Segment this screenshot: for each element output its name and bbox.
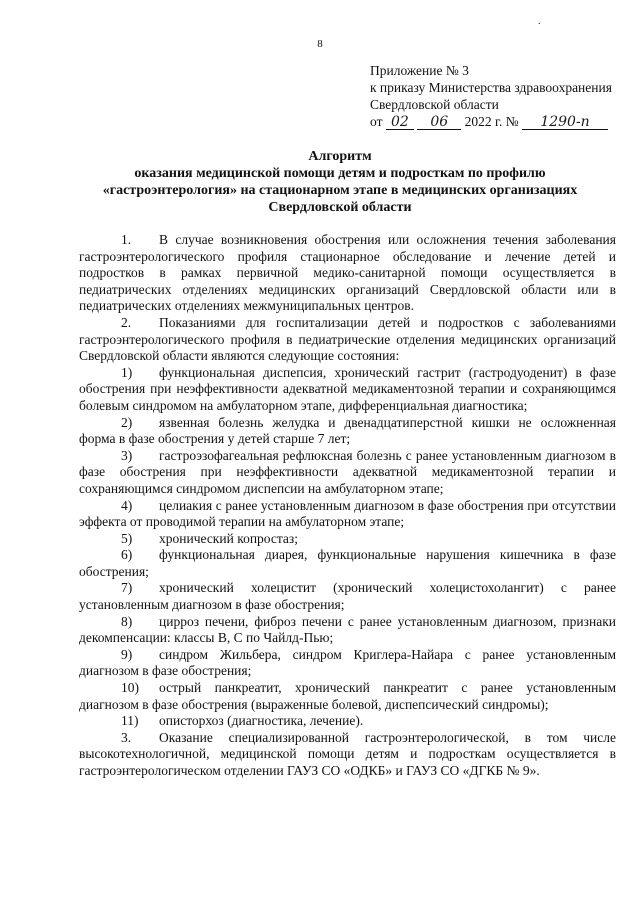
appendix-block	[370, 62, 632, 130]
title-heading: Алгоритм	[308, 149, 372, 164]
page-number: 8	[317, 38, 323, 50]
paragraph-number: 1.	[121, 232, 132, 247]
paragraph-number: 6)	[121, 547, 133, 563]
paragraph-text: хронический холецистит (хронический холецистохолангит) с ранее установленным диагнозом в фазе обострения;	[79, 580, 616, 613]
body-paragraph	[79, 730, 616, 780]
paragraph-number: 4)	[121, 497, 133, 513]
paragraph-text: описторхоз (диагностика, лечение).	[159, 713, 364, 729]
paragraph-text: Показаниями для госпитализации детей и подростков с заболеваниями гастроэнтерологического профиля в педиатрические отделения медицинских организаций Свердловской области являются следующие состояния:	[79, 314, 616, 364]
handwritten-day: 02	[386, 115, 414, 130]
appendix-order-ref: к приказу Министерства здравоохранения	[370, 80, 612, 95]
paragraph-number: 9)	[121, 646, 133, 662]
title-line-4: Свердловской области	[268, 200, 412, 215]
paragraph-number: 2)	[121, 414, 133, 430]
body-paragraph	[79, 315, 616, 365]
paragraph-text: острый панкреатит, хронический панкреатит с ранее установленным диагнозом в фазе обострения (выраженные болевой, диспепсический синдромы);	[79, 680, 616, 712]
appendix-title: Приложение № 3	[370, 63, 469, 78]
paragraph-number: 11)	[121, 713, 139, 729]
paragraph-number: 5)	[121, 530, 133, 546]
body-paragraph	[79, 498, 616, 531]
handwritten-order-number: 1290-п	[522, 115, 608, 130]
paragraph-text: язвенная болезнь желудка и двенадцатиперстной кишки не осложненная форма в фазе обострения у детей старше 7 лет;	[79, 414, 616, 447]
appendix-date-line	[370, 113, 632, 130]
paragraph-text: функциональная диарея, функциональные нарушения кишечника в фазе обострения;	[79, 547, 616, 579]
paragraph-number: 2.	[121, 314, 132, 330]
handwritten-month: 06	[417, 115, 461, 130]
paragraph-text: В случае возникновения обострения или осложнения течения заболевания гастроэнтерологического профиля стационарное обследование и лечение детей и подростков в рамках первичной медико-санитарной помощи осуществляется в педиатрических отделениях медицинских организаций Свердловской области или в педиатрических отделениях межмуниципальных центров.	[79, 232, 616, 314]
body-paragraph	[79, 232, 616, 315]
body-paragraph	[79, 614, 616, 647]
title-line-2: оказания медицинской помощи детям и подросткам по профилю	[134, 166, 546, 181]
paragraph-number: 7)	[121, 580, 133, 596]
document-title	[60, 148, 620, 216]
body-paragraph	[79, 647, 616, 680]
paragraph-text: гастроэзофагеальная рефлюксная болезнь с ранее установленным диагнозом в фазе обострения при неэффективности адекватной медикаментозной терапии и сохраняющимся синдромом диспепсии на амбулаторном этапе;	[79, 447, 616, 496]
body-paragraph	[79, 547, 616, 580]
document-body	[79, 232, 616, 780]
body-paragraph	[79, 680, 616, 713]
paragraph-text: хронический копростаз;	[159, 530, 299, 546]
body-paragraph	[79, 415, 616, 448]
paragraph-number: 8)	[121, 613, 133, 629]
date-prefix: от	[370, 114, 383, 129]
appendix-region: Свердловской области	[370, 97, 499, 112]
paragraph-number: 1)	[121, 364, 133, 380]
paragraph-number: 3.	[121, 729, 132, 745]
body-paragraph	[79, 713, 616, 730]
paragraph-text: цирроз печени, фиброз печени с ранее установленным диагнозом, признаки декомпенсации: классы В, С по Чайлд-Пью;	[79, 613, 616, 646]
title-line-3: «гастроэнтерология» на стационарном этапе в медицинских организациях	[102, 183, 578, 198]
date-year: 2022 г. №	[464, 114, 519, 129]
body-paragraph	[79, 448, 616, 498]
paragraph-text: функциональная диспепсия, хронический гастрит (гастродуоденит) в фазе обострения при неэффективности адекватной медикаментозной терапии и сохраняющимся болевым синдромом на амбулаторном этапе, дифференциальная диагностика;	[79, 364, 616, 413]
page-mark: .	[538, 16, 541, 27]
body-paragraph	[79, 365, 616, 415]
paragraph-number: 10)	[121, 680, 139, 696]
body-paragraph	[79, 531, 616, 548]
paragraph-text: Оказание специализированной гастроэнтерологической, в том числе высокотехнологичной, медицинской помощи детям и подросткам осуществляется в гастроэнтерологическом отделении ГАУЗ СО «ОДКБ» и ГАУЗ СО «ДГКБ № 9».	[79, 729, 616, 778]
paragraph-number: 3)	[121, 447, 133, 463]
paragraph-text: синдром Жильбера, синдром Криглера-Найара с ранее установленным диагнозом в фазе обострения;	[79, 646, 616, 679]
body-paragraph	[79, 580, 616, 613]
paragraph-text: целиакия с ранее установленным диагнозом в фазе обострения при отсутствии эффекта от проводимой терапии на амбулаторном этапе;	[79, 497, 616, 530]
